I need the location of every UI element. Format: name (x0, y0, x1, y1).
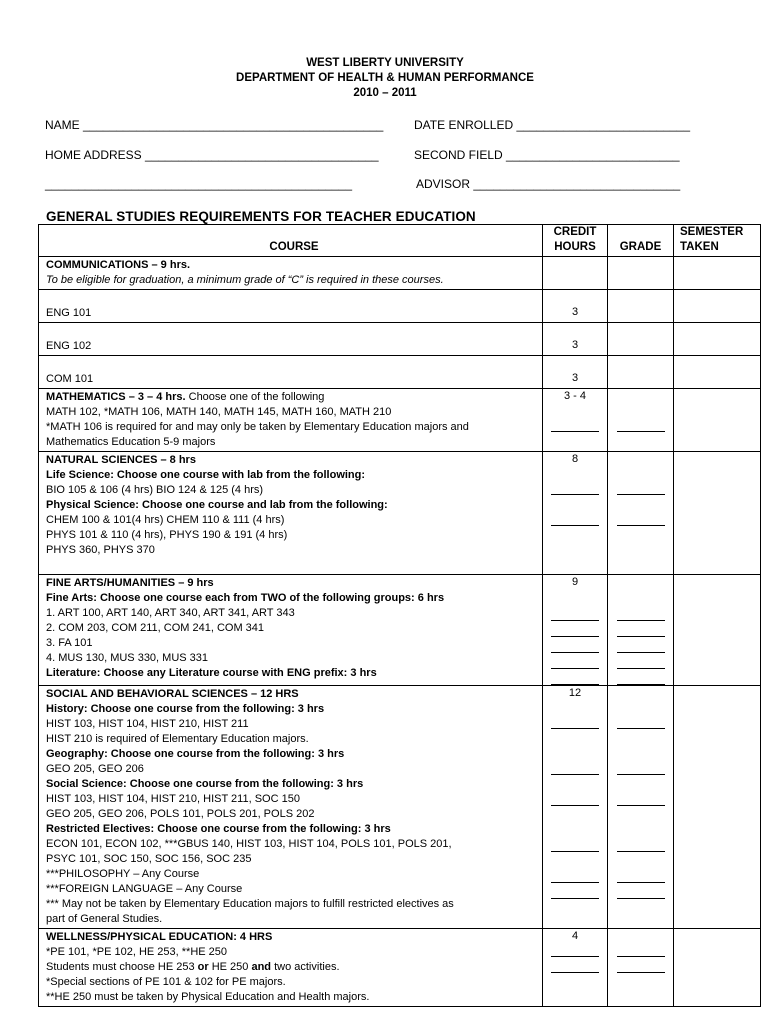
grade-blank[interactable] (617, 839, 665, 852)
grade-blank[interactable] (617, 640, 665, 653)
name-field[interactable]: NAME _____________________________________________ (45, 118, 384, 132)
academic-year: 2010 – 2011 (353, 87, 417, 99)
table-row: FINE ARTS/HUMANITIES – 9 hrs Fine Arts: Choose one course each from TWO of the following groups: 6 hrs 1. ART 100, ART 140, ART 340, ART 341, ART 343 2. COM 203, COM 211, COM 241, COM 341 3. FA 101 4. MUS 130, MUS 330, MUS 331 Literature: Choose any Literature course with ENG prefix: 3 hrs 9 (39, 575, 761, 686)
credit-blank[interactable] (551, 640, 599, 653)
requirements-table (38, 224, 761, 1007)
table-row: COM 101 3 (39, 356, 761, 389)
grade-blank[interactable] (617, 624, 665, 637)
semester-cell[interactable] (674, 389, 761, 452)
grade-blank[interactable] (617, 608, 665, 621)
grade-blank[interactable] (617, 419, 665, 432)
section-title: GENERAL STUDIES REQUIREMENTS FOR TEACHER EDUCATION (46, 209, 476, 224)
wellness-section: WELLNESS/PHYSICAL EDUCATION: 4 HRS *PE 101, *PE 102, HE 253, **HE 250 Students must choose HE 253 or HE 250 and two activities. *Special sections of PE 101 & 102 for PE majors. **HE 250 must be taken by Physical Education and Health majors. (39, 929, 543, 1007)
natural-sciences-section: NATURAL SCIENCES – 8 hrs Life Science: Choose one course with lab from the following: BIO 105 & 106 (4 hrs) BIO 124 & 125 (4 hrs) Physical Science: Choose one course and lab from the following: CHEM 100 & 101(4 hrs) CHEM 110 & 111 (4 hrs) PHYS 101 & 110 (4 hrs), PHYS 190 & 191 (4 hrs) PHYS 360, PHYS 370 (39, 452, 543, 575)
grade-header: GRADE (608, 225, 674, 257)
credit-blank[interactable] (551, 419, 599, 432)
grade-blank[interactable] (617, 944, 665, 957)
table-row: WELLNESS/PHYSICAL EDUCATION: 4 HRS *PE 101, *PE 102, HE 253, **HE 250 Students must choose HE 253 or HE 250 and two activities. *Special sections of PE 101 & 102 for PE majors. **HE 250 must be taken by Physical Education and Health majors. 4 (39, 929, 761, 1007)
credit-blank[interactable] (551, 624, 599, 637)
grade-cell[interactable] (608, 257, 674, 290)
course-row: ENG 101 (39, 290, 543, 323)
table-row: MATHEMATICS – 3 – 4 hrs. Choose one of the following MATH 102, *MATH 106, MATH 140, MATH 145, MATH 160, MATH 210 *MATH 106 is required for and may only be taken by Elementary Education majors and Mathematics Education 5-9 majors 3 - 4 (39, 389, 761, 452)
grade-blank[interactable] (617, 672, 665, 685)
table-row (39, 257, 761, 290)
credit-blank[interactable] (551, 793, 599, 806)
grade-blank[interactable] (617, 513, 665, 526)
advisor-field[interactable]: ADVISOR _______________________________ (416, 177, 681, 191)
credit-blank[interactable] (551, 960, 599, 973)
semester-cell[interactable] (674, 686, 761, 929)
credit-blank[interactable] (551, 762, 599, 775)
semester-cell[interactable] (674, 929, 761, 1007)
semester-cell[interactable] (674, 290, 761, 323)
table-header-row (39, 225, 761, 257)
semester-cell[interactable] (674, 257, 761, 290)
grade-blank[interactable] (617, 762, 665, 775)
credit-blank[interactable] (551, 656, 599, 669)
credit-blank[interactable] (551, 513, 599, 526)
semester-taken-header: SEMESTER TAKEN (674, 225, 761, 257)
social-sciences-section: SOCIAL AND BEHAVIORAL SCIENCES – 12 HRS History: Choose one course from the following: 3 hrs HIST 103, HIST 104, HIST 210, HIST 211 HIST 210 is required of Elementary Education majors. Geography: Choose one course from the following: 3 hrs GEO 205, GEO 206 Social Science: Choose one course from the following: 3 hrs HIST 103, HIST 104, HIST 210, HIST 211, SOC 150 GEO 205, GEO 206, POLS 101, POLS 201, POLS 202 Restricted Electives: Choose one course from the following: 3 hrs ECON 101, ECON 102, ***GBUS 140, HIST 103, HIST 104, POLS 101, POLS 201, PSYC 101, SOC 150, SOC 156, SOC 235 ***PHILOSOPHY – Any Course ***FOREIGN LANGUAGE – Any Course *** May not be taken by Elementary Education majors to fulfill restricted electives as part of General Studies. (39, 686, 543, 929)
grade-blank[interactable] (617, 870, 665, 883)
grade-blank[interactable] (617, 886, 665, 899)
credit-blank[interactable] (551, 839, 599, 852)
table-row: SOCIAL AND BEHAVIORAL SCIENCES – 12 HRS History: Choose one course from the following: 3 hrs HIST 103, HIST 104, HIST 210, HIST 211 HIST 210 is required of Elementary Education majors. Geography: Choose one course from the following: 3 hrs GEO 205, GEO 206 Social Science: Choose one course from the following: 3 hrs HIST 103, HIST 104, HIST 210, HIST 211, SOC 150 GEO 205, GEO 206, POLS 101, POLS 201, POLS 202 Restricted Electives: Choose one course from the following: 3 hrs ECON 101, ECON 102, ***GBUS 140, HIST 103, HIST 104, POLS 101, POLS 201, PSYC 101, SOC 150, SOC 156, SOC 235 ***PHILOSOPHY – Any Course ***FOREIGN LANGUAGE – Any Course *** May not be taken by Elementary Education majors to fulfill restricted electives as part of General Studies. 12 (39, 686, 761, 929)
grade-blank[interactable] (617, 482, 665, 495)
address-line-2[interactable]: ______________________________________________ (45, 177, 352, 191)
communications-section: COMMUNICATIONS – 9 hrs. To be eligible for graduation, a minimum grade of “C” is required in these courses. (39, 257, 543, 290)
grade-cell[interactable] (608, 290, 674, 323)
credit-blank[interactable] (551, 870, 599, 883)
semester-cell[interactable] (674, 323, 761, 356)
course-header: COURSE (39, 225, 543, 257)
credit-blank[interactable] (551, 672, 599, 685)
course-row: ENG 102 (39, 323, 543, 356)
credit-blank[interactable] (551, 886, 599, 899)
semester-cell[interactable] (674, 356, 761, 389)
table-row: NATURAL SCIENCES – 8 hrs Life Science: Choose one course with lab from the following: BIO 105 & 106 (4 hrs) BIO 124 & 125 (4 hrs) Physical Science: Choose one course and lab from the following: CHEM 100 & 101(4 hrs) CHEM 110 & 111 (4 hrs) PHYS 101 & 110 (4 hrs), PHYS 190 & 191 (4 hrs) PHYS 360, PHYS 370 8 (39, 452, 761, 575)
table-row: ENG 101 3 (39, 290, 761, 323)
department-name: DEPARTMENT OF HEALTH & HUMAN PERFORMANCE (236, 72, 534, 84)
semester-cell[interactable] (674, 452, 761, 575)
mathematics-section: MATHEMATICS – 3 – 4 hrs. Choose one of the following MATH 102, *MATH 106, MATH 140, MATH 145, MATH 160, MATH 210 *MATH 106 is required for and may only be taken by Elementary Education majors and Mathematics Education 5-9 majors (39, 389, 543, 452)
grade-cell[interactable] (608, 323, 674, 356)
credit-blank[interactable] (551, 482, 599, 495)
second-field[interactable]: SECOND FIELD __________________________ (414, 148, 680, 162)
table-row: ENG 102 3 (39, 323, 761, 356)
course-row: COM 101 (39, 356, 543, 389)
credit-blank[interactable] (551, 608, 599, 621)
grade-blank[interactable] (617, 793, 665, 806)
university-name: WEST LIBERTY UNIVERSITY (306, 57, 464, 69)
fine-arts-section: FINE ARTS/HUMANITIES – 9 hrs Fine Arts: Choose one course each from TWO of the following groups: 6 hrs 1. ART 100, ART 140, ART 340, ART 341, ART 343 2. COM 203, COM 211, COM 241, COM 341 3. FA 101 4. MUS 130, MUS 330, MUS 331 Literature: Choose any Literature course with ENG prefix: 3 hrs (39, 575, 543, 686)
grade-blank[interactable] (617, 656, 665, 669)
grade-blank[interactable] (617, 960, 665, 973)
credit-hours-header: CREDIT HOURS (543, 225, 608, 257)
credit-blank[interactable] (551, 944, 599, 957)
grade-blank[interactable] (617, 716, 665, 729)
date-enrolled-field[interactable]: DATE ENROLLED __________________________ (414, 118, 690, 132)
semester-cell[interactable] (674, 575, 761, 686)
home-address-field[interactable]: HOME ADDRESS ___________________________________ (45, 148, 379, 162)
credit-blank[interactable] (551, 716, 599, 729)
grade-cell[interactable] (608, 356, 674, 389)
